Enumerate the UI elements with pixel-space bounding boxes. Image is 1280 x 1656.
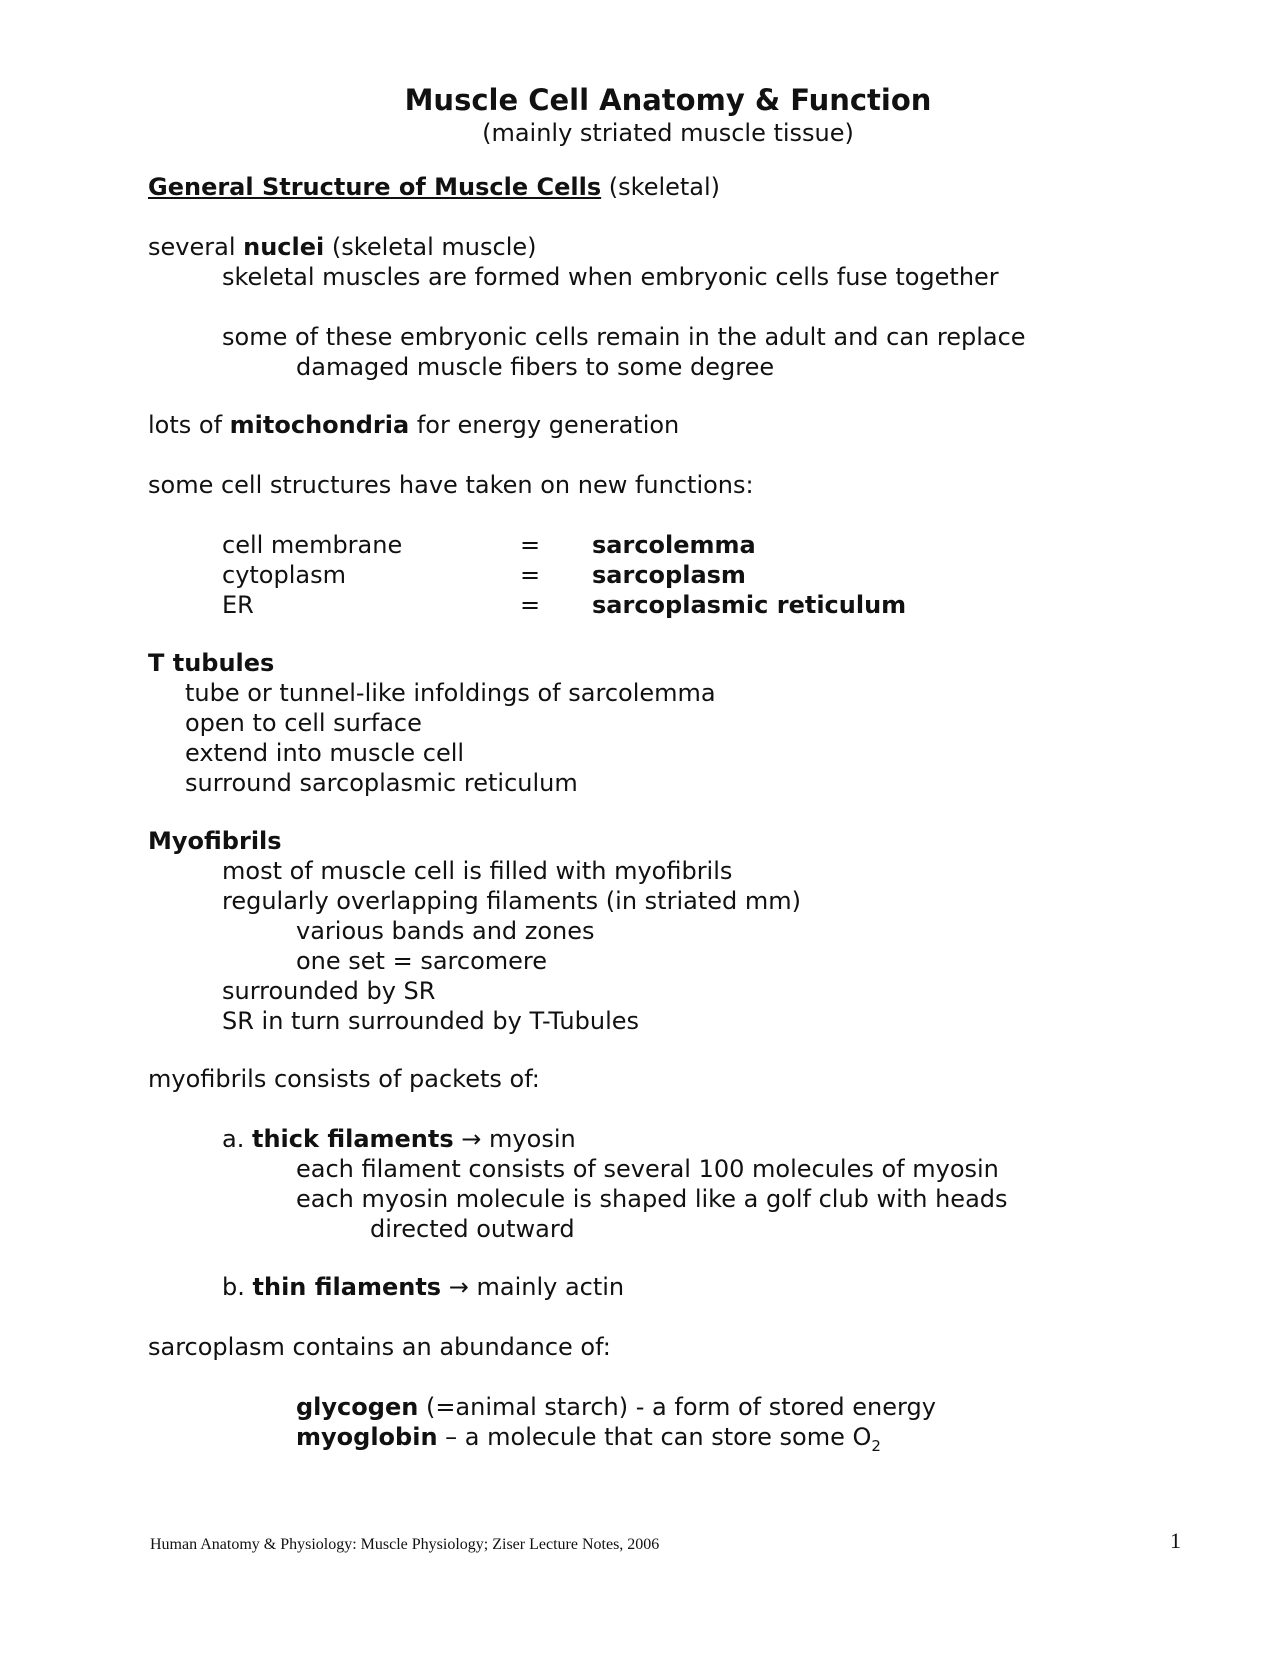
thick-detail-2: each myosin molecule is shaped like a golf club with heads [296, 1185, 1008, 1213]
thick-detail-3: directed outward [370, 1215, 575, 1243]
equiv-left-1: cytoplasm [222, 561, 346, 589]
thin-value: mainly actin [476, 1273, 625, 1301]
myofibrils-line-2: regularly overlapping filaments (in striated mm) [222, 887, 801, 915]
equiv-left-2: ER [222, 591, 254, 619]
t-tubules-item-3: surround sarcoplasmic reticulum [185, 769, 578, 797]
myofibrils-line-5: surrounded by SR [222, 977, 436, 1005]
thick-value: myosin [489, 1125, 576, 1153]
thin-label: b. [222, 1273, 245, 1301]
t-tubules-item-1: open to cell surface [185, 709, 422, 737]
equiv-eq-1: = [520, 561, 541, 589]
equiv-right-0: sarcolemma [592, 531, 756, 559]
nuclei-suffix: (skeletal muscle) [331, 233, 537, 261]
arrow-right-icon: → [461, 1125, 482, 1153]
myofibrils-line-4: one set = sarcomere [296, 947, 548, 975]
equiv-left-0: cell membrane [222, 531, 403, 559]
new-functions-line: some cell structures have taken on new functions: [148, 471, 754, 499]
glycogen-text: (=animal starch) - a form of stored energy [425, 1393, 936, 1421]
nuclei-detail-1: skeletal muscles are formed when embryonic cells fuse together [222, 263, 999, 291]
page-footer: Human Anatomy & Physiology: Muscle Physiology; Ziser Lecture Notes, 2006 [150, 1536, 660, 1553]
section-heading-general-structure [148, 172, 720, 202]
nuclei-line [148, 232, 537, 262]
mito-prefix: lots of [148, 411, 223, 439]
thin-term: thin filaments [252, 1273, 442, 1301]
nuclei-term: nuclei [243, 233, 325, 261]
page-subtitle: (mainly striated muscle tissue) [482, 119, 854, 147]
section-heading-note: (skeletal) [608, 173, 721, 201]
thick-filaments-line [222, 1124, 576, 1154]
page-title: Muscle Cell Anatomy & Function [404, 83, 932, 117]
equiv-right-1: sarcoplasm [592, 561, 746, 589]
myofibrils-line-6: SR in turn surrounded by T-Tubules [222, 1007, 640, 1035]
nuclei-detail-3: damaged muscle fibers to some degree [296, 353, 775, 381]
packets-intro: myofibrils consists of packets of: [148, 1065, 540, 1093]
thick-detail-1: each filament consists of several 100 molecules of myosin [296, 1155, 999, 1183]
myoglobin-text: – a molecule that can store some O [445, 1423, 872, 1451]
section-heading-text: General Structure of Muscle Cells [148, 173, 602, 201]
myoglobin-line [296, 1422, 881, 1461]
equiv-right-2: sarcoplasmic reticulum [592, 591, 907, 619]
mito-suffix: for energy generation [416, 411, 680, 439]
thick-label: a. [222, 1125, 245, 1153]
mito-term: mitochondria [229, 411, 410, 439]
t-tubules-item-0: tube or tunnel-like infoldings of sarcolemma [185, 679, 716, 707]
thick-term: thick filaments [251, 1125, 454, 1153]
glycogen-line [296, 1392, 936, 1422]
sarcoplasm-intro: sarcoplasm contains an abundance of: [148, 1333, 611, 1361]
page-number: 1 [1170, 1528, 1181, 1553]
mitochondria-line [148, 410, 679, 440]
nuclei-detail-2: some of these embryonic cells remain in the adult and can replace [222, 323, 1026, 351]
thin-filaments-line [222, 1272, 624, 1302]
arrow-right-icon: → [448, 1273, 469, 1301]
t-tubules-heading: T tubules [148, 649, 275, 677]
equiv-eq-2: = [520, 591, 541, 619]
equiv-eq-0: = [520, 531, 541, 559]
myofibrils-heading: Myofibrils [148, 827, 282, 855]
subscript-2: 2 [871, 1436, 881, 1455]
glycogen-term: glycogen [296, 1393, 419, 1421]
myoglobin-term: myoglobin [296, 1423, 438, 1451]
myofibrils-line-1: most of muscle cell is filled with myofibrils [222, 857, 733, 885]
nuclei-prefix: several [148, 233, 236, 261]
t-tubules-item-2: extend into muscle cell [185, 739, 465, 767]
myofibrils-line-3: various bands and zones [296, 917, 595, 945]
